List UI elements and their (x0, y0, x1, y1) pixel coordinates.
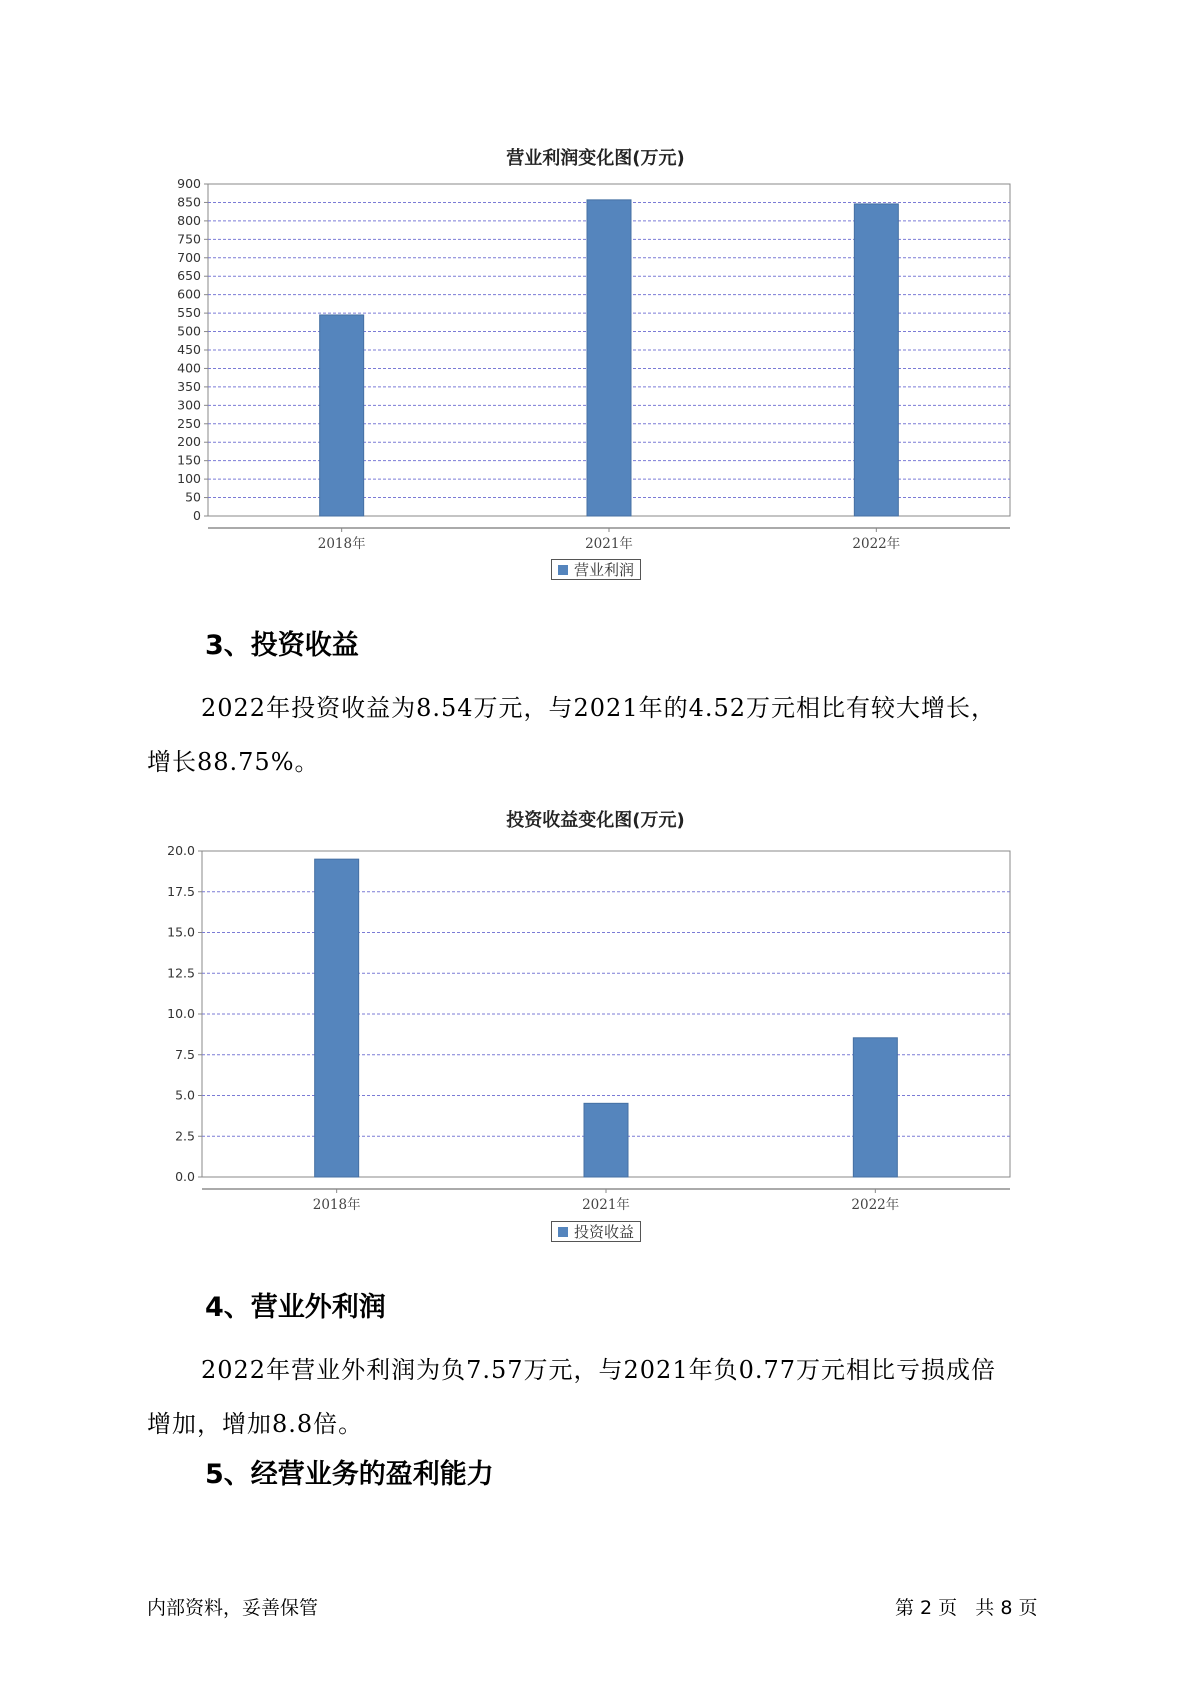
y-tick-label: 200 (177, 434, 201, 450)
chart2-title: 投资收益变化图(万元) (506, 810, 685, 831)
x-tick-label: 2022年 (851, 1197, 900, 1213)
section-3-heading: 3、投资收益 (205, 630, 359, 661)
y-tick-label: 600 (177, 286, 201, 302)
section-3-line2: 增长88.75%。 (147, 748, 320, 776)
y-tick-label: 450 (177, 342, 201, 357)
x-tick-label: 2021年 (585, 536, 633, 552)
section-3-line1: 2022年投资收益为8.54万元，与2021年的4.52万元相比有较大增长， (201, 694, 997, 722)
y-tick-label: 5.0 (175, 1087, 195, 1103)
y-tick-label: 10.0 (167, 1006, 195, 1021)
y-tick-label: 150 (177, 452, 201, 468)
bar-2018年 (315, 859, 359, 1177)
footer-page-number: 第 2 页 共 8 页 (895, 1597, 1038, 1619)
y-tick-label: 7.5 (175, 1046, 195, 1062)
bar-2022年 (854, 204, 898, 516)
section-4-line2: 增加，增加8.8倍。 (147, 1410, 364, 1438)
y-tick-label: 250 (177, 415, 201, 431)
y-tick-label: 850 (177, 194, 201, 210)
footer-confidential: 内部资料，妥善保管 (147, 1597, 319, 1619)
section-4-paragraph (147, 1343, 1047, 1451)
y-tick-label: 17.5 (167, 883, 195, 899)
y-tick-label: 50 (185, 489, 201, 505)
bar-2021年 (584, 1103, 628, 1177)
bar-2022年 (853, 1038, 897, 1177)
y-tick-label: 350 (177, 378, 201, 394)
x-tick-label: 2021年 (582, 1197, 630, 1213)
y-tick-label: 500 (177, 323, 201, 339)
x-tick-label: 2018年 (312, 1197, 361, 1213)
y-tick-label: 400 (177, 360, 201, 376)
chart1-legend (551, 559, 641, 580)
y-tick-label: 20.0 (167, 843, 195, 858)
chart1-legend-label: 营业利润 (574, 561, 635, 579)
bar-2018年 (320, 315, 364, 516)
y-tick-label: 550 (177, 305, 201, 321)
bar-2021年 (587, 200, 631, 516)
operating-profit-chart (0, 160, 1191, 560)
chart2-legend (551, 1221, 641, 1242)
y-tick-label: 800 (177, 212, 201, 228)
y-tick-label: 0.0 (175, 1169, 195, 1184)
chart1-title: 营业利润变化图(万元) (506, 148, 685, 169)
y-tick-label: 300 (177, 397, 201, 413)
y-tick-label: 750 (177, 231, 201, 247)
legend-swatch (558, 565, 568, 575)
y-tick-label: 2.5 (175, 1128, 195, 1144)
section-4-heading: 4、营业外利润 (205, 1292, 386, 1323)
y-tick-label: 900 (177, 176, 201, 191)
y-tick-label: 12.5 (167, 965, 195, 981)
section-5-heading: 5、经营业务的盈利能力 (205, 1459, 494, 1490)
y-tick-label: 100 (177, 471, 201, 487)
section-4-line1: 2022年营业外利润为负7.57万元，与2021年负0.77万元相比亏损成倍 (201, 1356, 997, 1384)
investment-income-chart (0, 822, 1191, 1222)
y-tick-label: 0 (193, 508, 201, 523)
section-3-paragraph (147, 681, 1047, 789)
y-tick-label: 700 (177, 249, 201, 265)
x-tick-label: 2018年 (317, 536, 366, 552)
legend-swatch (558, 1227, 568, 1237)
x-tick-label: 2022年 (852, 536, 901, 552)
y-tick-label: 650 (177, 268, 201, 284)
y-tick-label: 15.0 (167, 924, 195, 940)
chart2-legend-label: 投资收益 (574, 1223, 635, 1241)
